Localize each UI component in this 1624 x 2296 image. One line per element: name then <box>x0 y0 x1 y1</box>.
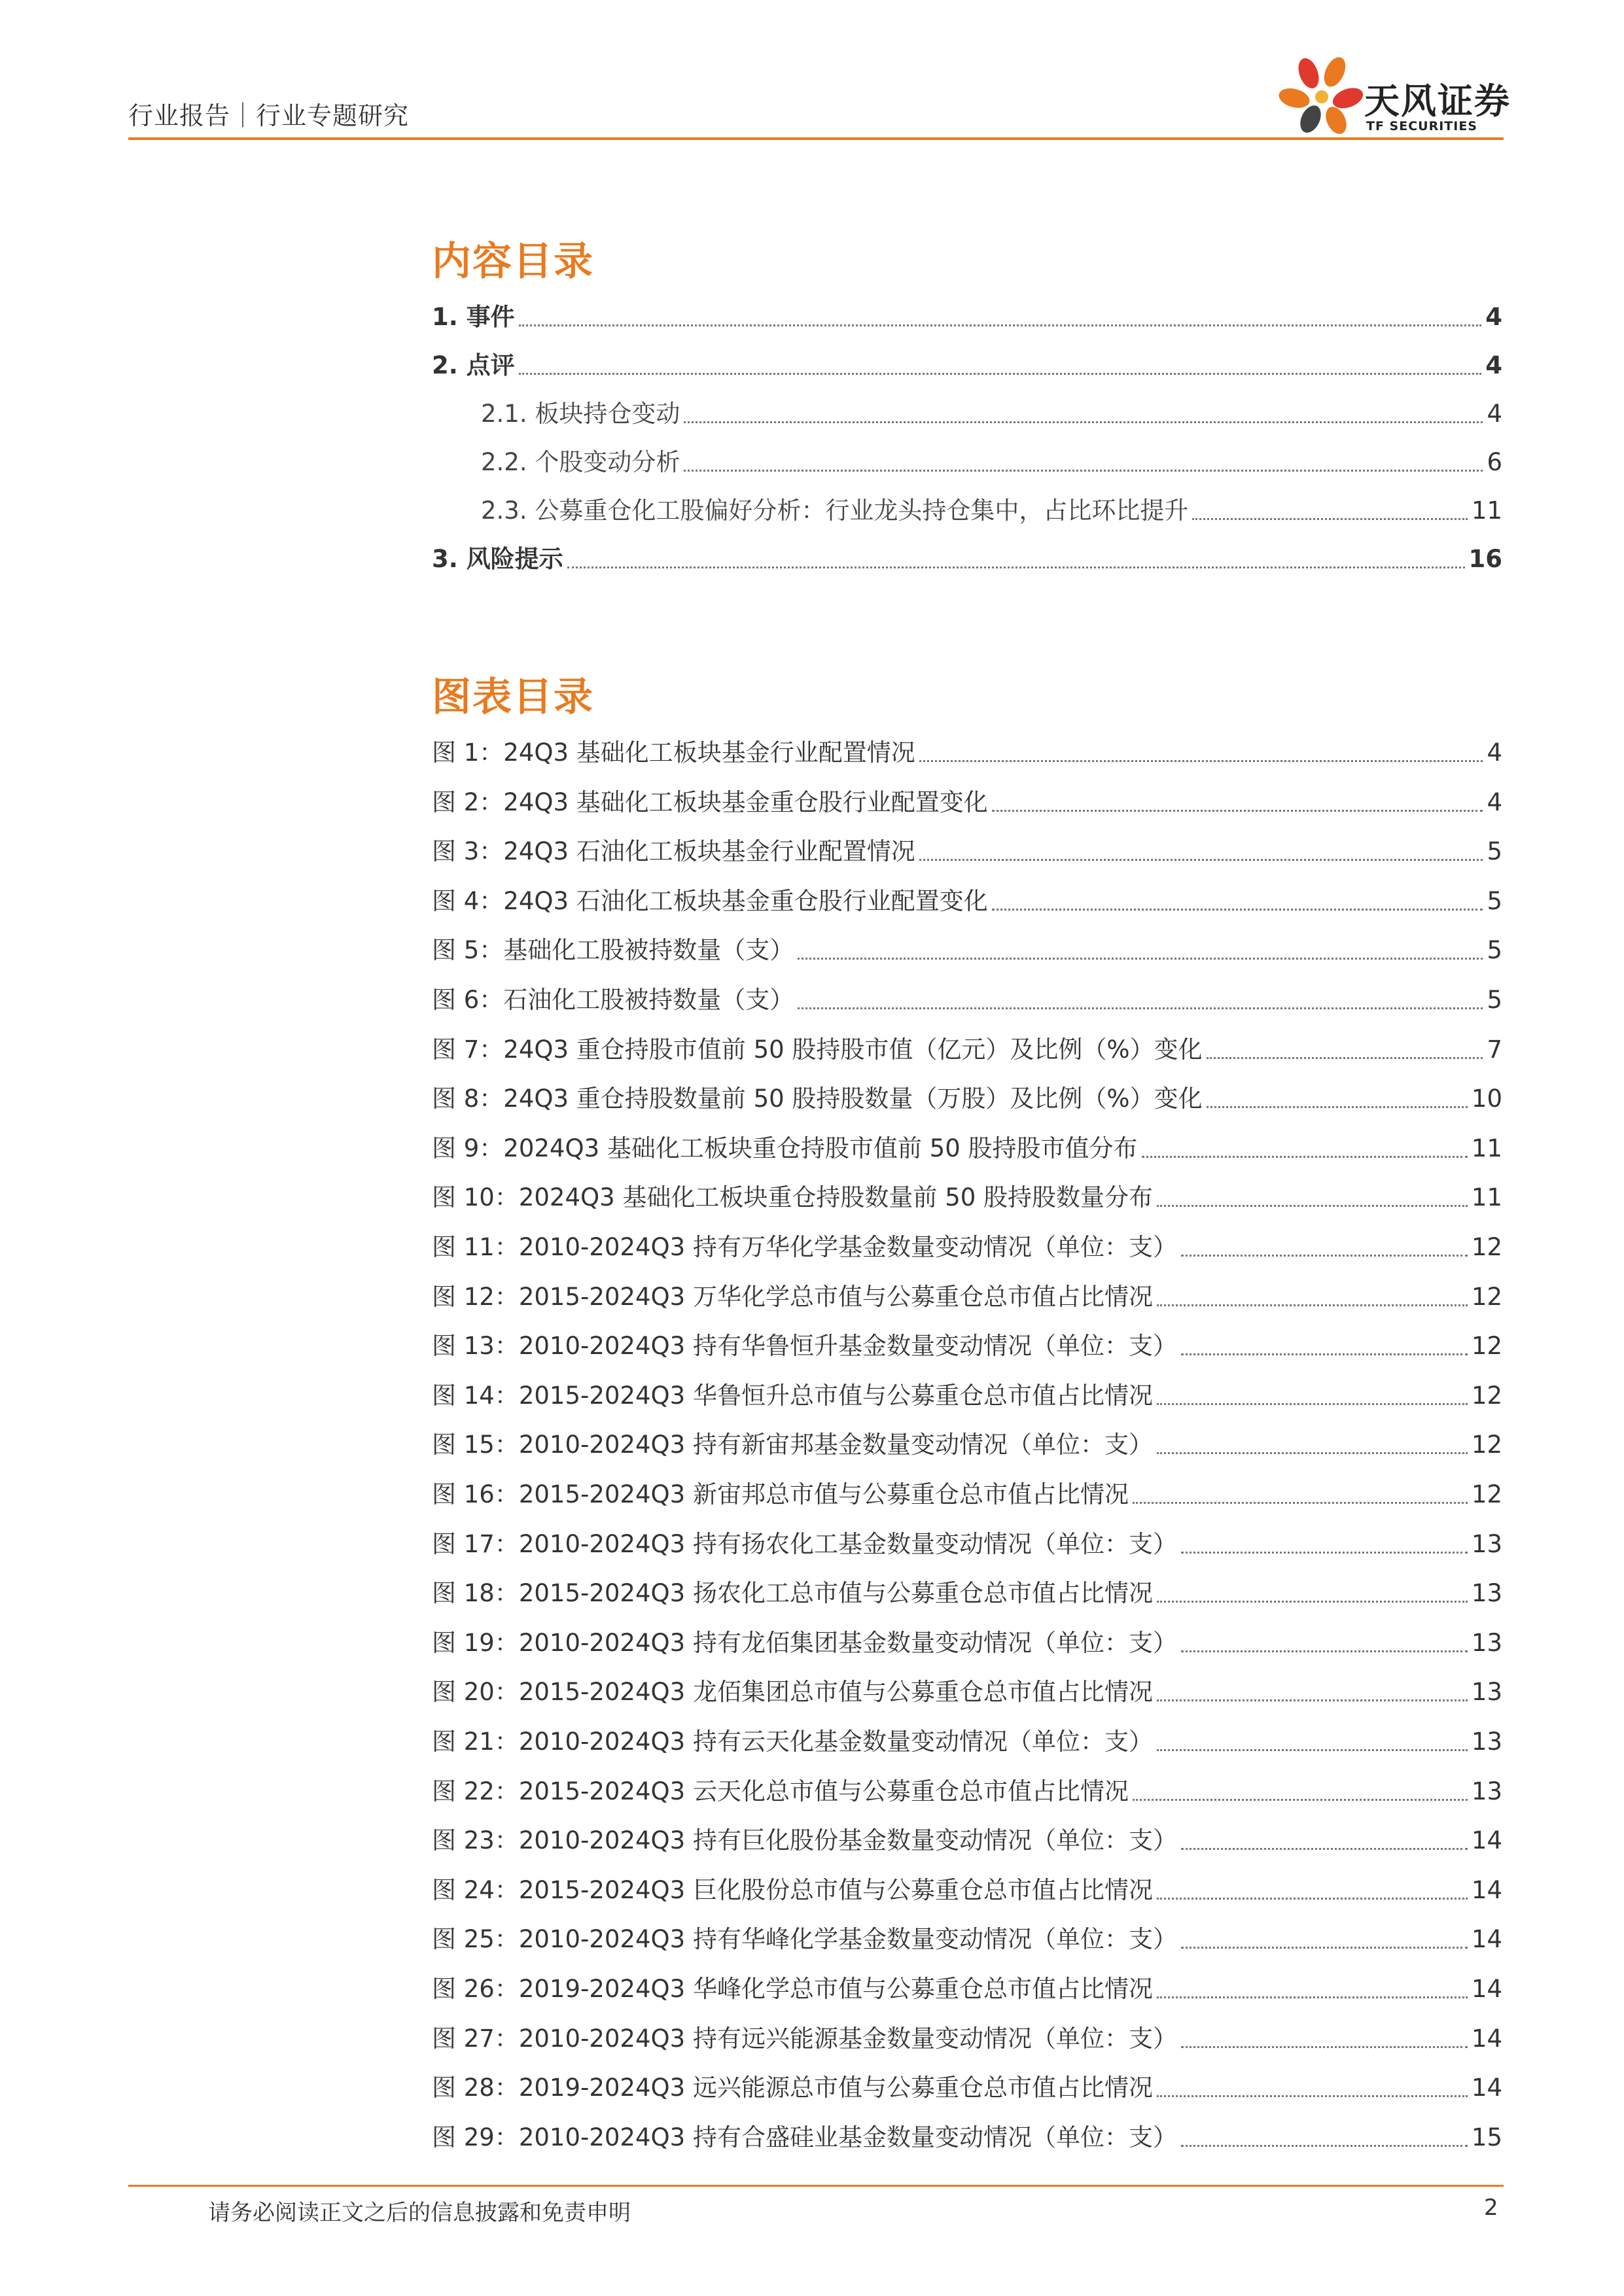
entry-label: 图 15：2010-2024Q3 持有新宙邦基金数量变动情况（单位：支） <box>432 1431 1153 1459</box>
entry-page-number: 14 <box>1471 1975 1502 2003</box>
dot-leader <box>1157 1897 1468 1900</box>
dot-leader <box>1181 2144 1468 2147</box>
figure-entry[interactable] <box>432 1578 1502 1609</box>
entry-label: 图 7：24Q3 重仓持股市值前 50 股持股市值（亿元）及比例（%）变化 <box>432 1035 1203 1064</box>
entry-label: 图 5：基础化工股被持数量（支） <box>432 936 794 965</box>
entry-label: 图 23：2010-2024Q3 持有巨化股份基金数量变动情况（单位：支） <box>432 1826 1177 1855</box>
dot-leader <box>1192 517 1468 520</box>
entry-label: 图 16：2015-2024Q3 新宙邦总市值与公募重仓总市值占比情况 <box>432 1480 1129 1508</box>
figure-entry[interactable] <box>432 1232 1502 1262</box>
page-number: 2 <box>1484 2195 1498 2221</box>
figure-entry[interactable] <box>432 1480 1502 1510</box>
dot-leader <box>992 908 1483 911</box>
dot-leader <box>684 469 1483 472</box>
entry-page-number: 4 <box>1487 739 1502 767</box>
dot-leader <box>1157 1600 1468 1603</box>
figure-entry[interactable] <box>432 1035 1502 1065</box>
figure-entry[interactable] <box>432 1134 1502 1164</box>
toc-entry[interactable] <box>432 302 1502 332</box>
entry-label: 图 24：2015-2024Q3 巨化股份总市值与公募重仓总市值占比情况 <box>432 1875 1153 1904</box>
figure-entry[interactable] <box>432 1727 1502 1757</box>
entry-page-number: 12 <box>1471 1282 1502 1311</box>
entry-page-number: 13 <box>1471 1678 1502 1707</box>
figure-entry[interactable] <box>432 1084 1502 1114</box>
entry-page-number: 11 <box>1471 1183 1502 1212</box>
entry-page-number: 5 <box>1487 936 1502 965</box>
entry-label: 图 10：2024Q3 基础化工板块重仓持股数量前 50 股持股数量分布 <box>432 1183 1154 1212</box>
entry-page-number: 14 <box>1471 1875 1502 1904</box>
figure-entry[interactable] <box>432 1529 1502 1559</box>
entry-label: 1. 事件 <box>432 303 515 331</box>
figure-entry[interactable] <box>432 1282 1502 1312</box>
figure-entry[interactable] <box>432 935 1502 965</box>
entry-page-number: 4 <box>1485 351 1502 379</box>
figure-entry[interactable] <box>432 1924 1502 1955</box>
entry-page-number: 13 <box>1471 1579 1502 1608</box>
entry-label: 图 12：2015-2024Q3 万华化学总市值与公募重仓总市值占比情况 <box>432 1282 1153 1311</box>
dot-leader <box>1157 1452 1468 1454</box>
entry-page-number: 15 <box>1471 2123 1502 2151</box>
dot-leader <box>684 421 1483 423</box>
entry-label: 3. 风险提示 <box>432 545 563 573</box>
dot-leader <box>519 372 1482 375</box>
header-rule <box>128 137 1504 140</box>
entry-page-number: 12 <box>1471 1381 1502 1410</box>
footer-disclaimer: 请务必阅读正文之后的信息披露和免责申明 <box>208 2200 631 2226</box>
entry-label: 图 2：24Q3 基础化工板块基金重仓股行业配置变化 <box>432 788 988 816</box>
figure-entry[interactable] <box>432 1875 1502 1905</box>
dot-leader <box>1142 1155 1468 1158</box>
dot-leader <box>1157 1996 1468 1998</box>
dot-leader <box>919 759 1483 762</box>
toc-entry[interactable] <box>481 447 1502 478</box>
entry-label: 图 25：2010-2024Q3 持有华峰化学基金数量变动情况（单位：支） <box>432 1925 1177 1954</box>
dot-leader <box>919 858 1483 861</box>
figure-entry[interactable] <box>432 2024 1502 2054</box>
entry-label: 2. 点评 <box>432 351 515 379</box>
entry-page-number: 13 <box>1471 1628 1502 1657</box>
footer-rule <box>128 2185 1504 2187</box>
entry-page-number: 10 <box>1471 1085 1502 1113</box>
figure-entry[interactable] <box>432 1381 1502 1411</box>
dot-leader <box>1133 1501 1468 1504</box>
entry-page-number: 5 <box>1487 986 1502 1014</box>
entry-label: 图 6：石油化工股被持数量（支） <box>432 986 794 1014</box>
dot-leader <box>1157 1204 1468 1207</box>
entry-page-number: 14 <box>1471 1925 1502 1954</box>
dot-leader <box>1181 1353 1468 1355</box>
brand-name-en: TF SECURITIES <box>1366 119 1477 133</box>
entry-page-number: 13 <box>1471 1529 1502 1558</box>
figure-entry[interactable] <box>432 1183 1502 1213</box>
dot-leader <box>1207 1056 1483 1059</box>
toc-entry[interactable] <box>481 496 1502 526</box>
dot-leader <box>1181 1847 1468 1850</box>
dot-leader <box>1181 1254 1468 1257</box>
dot-leader <box>992 809 1483 812</box>
dot-leader <box>1181 1650 1468 1652</box>
figure-entry[interactable] <box>432 1628 1502 1658</box>
entry-page-number: 6 <box>1487 448 1502 476</box>
dot-leader <box>1157 1304 1468 1306</box>
figure-entry[interactable] <box>432 886 1502 916</box>
dot-leader <box>1157 1699 1468 1701</box>
toc-title: 内容目录 <box>432 239 594 285</box>
entry-page-number: 7 <box>1487 1035 1502 1064</box>
entry-page-number: 11 <box>1471 496 1502 525</box>
entry-page-number: 12 <box>1471 1233 1502 1261</box>
figure-entry[interactable] <box>432 2073 1502 2103</box>
figure-entry[interactable] <box>432 1974 1502 2004</box>
figure-entry[interactable] <box>432 788 1502 818</box>
entry-label: 图 14：2015-2024Q3 华鲁恒升总市值与公募重仓总市值占比情况 <box>432 1381 1153 1410</box>
entry-page-number: 13 <box>1471 1728 1502 1756</box>
dot-leader <box>1181 1946 1468 1949</box>
figure-entry[interactable] <box>432 1677 1502 1707</box>
entry-page-number: 5 <box>1487 886 1502 915</box>
dot-leader <box>1133 1798 1468 1801</box>
entry-label: 图 4：24Q3 石油化工板块基金重仓股行业配置变化 <box>432 886 988 915</box>
toc-entry[interactable] <box>432 351 1502 381</box>
toc-entry[interactable] <box>432 544 1502 574</box>
dot-leader <box>567 566 1465 568</box>
entry-page-number: 4 <box>1485 303 1502 331</box>
entry-label: 2.1. 板块持仓变动 <box>481 400 680 428</box>
dot-leader <box>798 957 1483 960</box>
entry-label: 图 3：24Q3 石油化工板块基金行业配置情况 <box>432 837 915 866</box>
entry-label: 图 28：2019-2024Q3 远兴能源总市值与公募重仓总市值占比情况 <box>432 2074 1153 2102</box>
entry-label: 图 22：2015-2024Q3 云天化总市值与公募重仓总市值占比情况 <box>432 1777 1129 1805</box>
figure-entry[interactable] <box>432 2123 1502 2153</box>
dot-leader <box>798 1007 1483 1009</box>
dot-leader <box>519 324 1482 326</box>
entry-label: 图 17：2010-2024Q3 持有扬农化工基金数量变动情况（单位：支） <box>432 1529 1177 1558</box>
entry-label: 2.2. 个股变动分析 <box>481 448 680 476</box>
dot-leader <box>1181 1551 1468 1554</box>
figure-entry[interactable] <box>432 1430 1502 1460</box>
entry-page-number: 11 <box>1471 1134 1502 1162</box>
entry-page-number: 4 <box>1487 400 1502 428</box>
entry-page-number: 13 <box>1471 1777 1502 1805</box>
dot-leader <box>1157 2095 1468 2097</box>
entry-label: 图 9：2024Q3 基础化工板块重仓持股市值前 50 股持股市值分布 <box>432 1134 1138 1162</box>
entry-page-number: 14 <box>1471 1826 1502 1855</box>
entry-label: 图 11：2010-2024Q3 持有万华化学基金数量变动情况（单位：支） <box>432 1233 1177 1261</box>
figure-entry[interactable] <box>432 1331 1502 1361</box>
entry-page-number: 4 <box>1487 788 1502 816</box>
entry-label: 图 27：2010-2024Q3 持有远兴能源基金数量变动情况（单位：支） <box>432 2024 1177 2053</box>
entry-label: 2.3. 公募重仓化工股偏好分析：行业龙头持仓集中，占比环比提升 <box>481 496 1189 525</box>
figure-entry[interactable] <box>432 985 1502 1015</box>
entry-label: 图 20：2015-2024Q3 龙佰集团总市值与公募重仓总市值占比情况 <box>432 1678 1153 1707</box>
toc-entry[interactable] <box>481 399 1502 429</box>
dot-leader <box>1157 1402 1468 1405</box>
brand-name-cn: 天风证券 <box>1364 80 1511 122</box>
dot-leader <box>1181 2045 1468 2048</box>
entry-label: 图 18：2015-2024Q3 扬农化工总市值与公募重仓总市值占比情况 <box>432 1579 1153 1608</box>
figures-title: 图表目录 <box>432 674 594 720</box>
entry-label: 图 19：2010-2024Q3 持有龙佰集团基金数量变动情况（单位：支） <box>432 1628 1177 1657</box>
entry-label: 图 1：24Q3 基础化工板块基金行业配置情况 <box>432 739 915 767</box>
figure-entry[interactable] <box>432 837 1502 867</box>
entry-page-number: 14 <box>1471 2024 1502 2053</box>
entry-label: 图 29：2010-2024Q3 持有合盛硅业基金数量变动情况（单位：支） <box>432 2123 1177 2151</box>
entry-page-number: 5 <box>1487 837 1502 866</box>
entry-page-number: 14 <box>1471 2074 1502 2102</box>
entry-label: 图 21：2010-2024Q3 持有云天化基金数量变动情况（单位：支） <box>432 1728 1153 1756</box>
report-category: 行业报告｜行业专题研究 <box>128 101 410 130</box>
figure-entry[interactable] <box>432 1826 1502 1856</box>
entry-page-number: 16 <box>1468 545 1502 573</box>
entry-page-number: 12 <box>1471 1480 1502 1508</box>
entry-label: 图 26：2019-2024Q3 华峰化学总市值与公募重仓总市值占比情况 <box>432 1975 1153 2003</box>
dot-leader <box>1207 1105 1468 1108</box>
entry-label: 图 13：2010-2024Q3 持有华鲁恒升基金数量变动情况（单位：支） <box>432 1332 1177 1361</box>
dot-leader <box>1157 1748 1468 1751</box>
entry-page-number: 12 <box>1471 1332 1502 1361</box>
entry-page-number: 12 <box>1471 1431 1502 1459</box>
figure-entry[interactable] <box>432 738 1502 768</box>
figure-entry[interactable] <box>432 1777 1502 1807</box>
entry-label: 图 8：24Q3 重仓持股数量前 50 股持股数量（万股）及比例（%）变化 <box>432 1085 1203 1113</box>
